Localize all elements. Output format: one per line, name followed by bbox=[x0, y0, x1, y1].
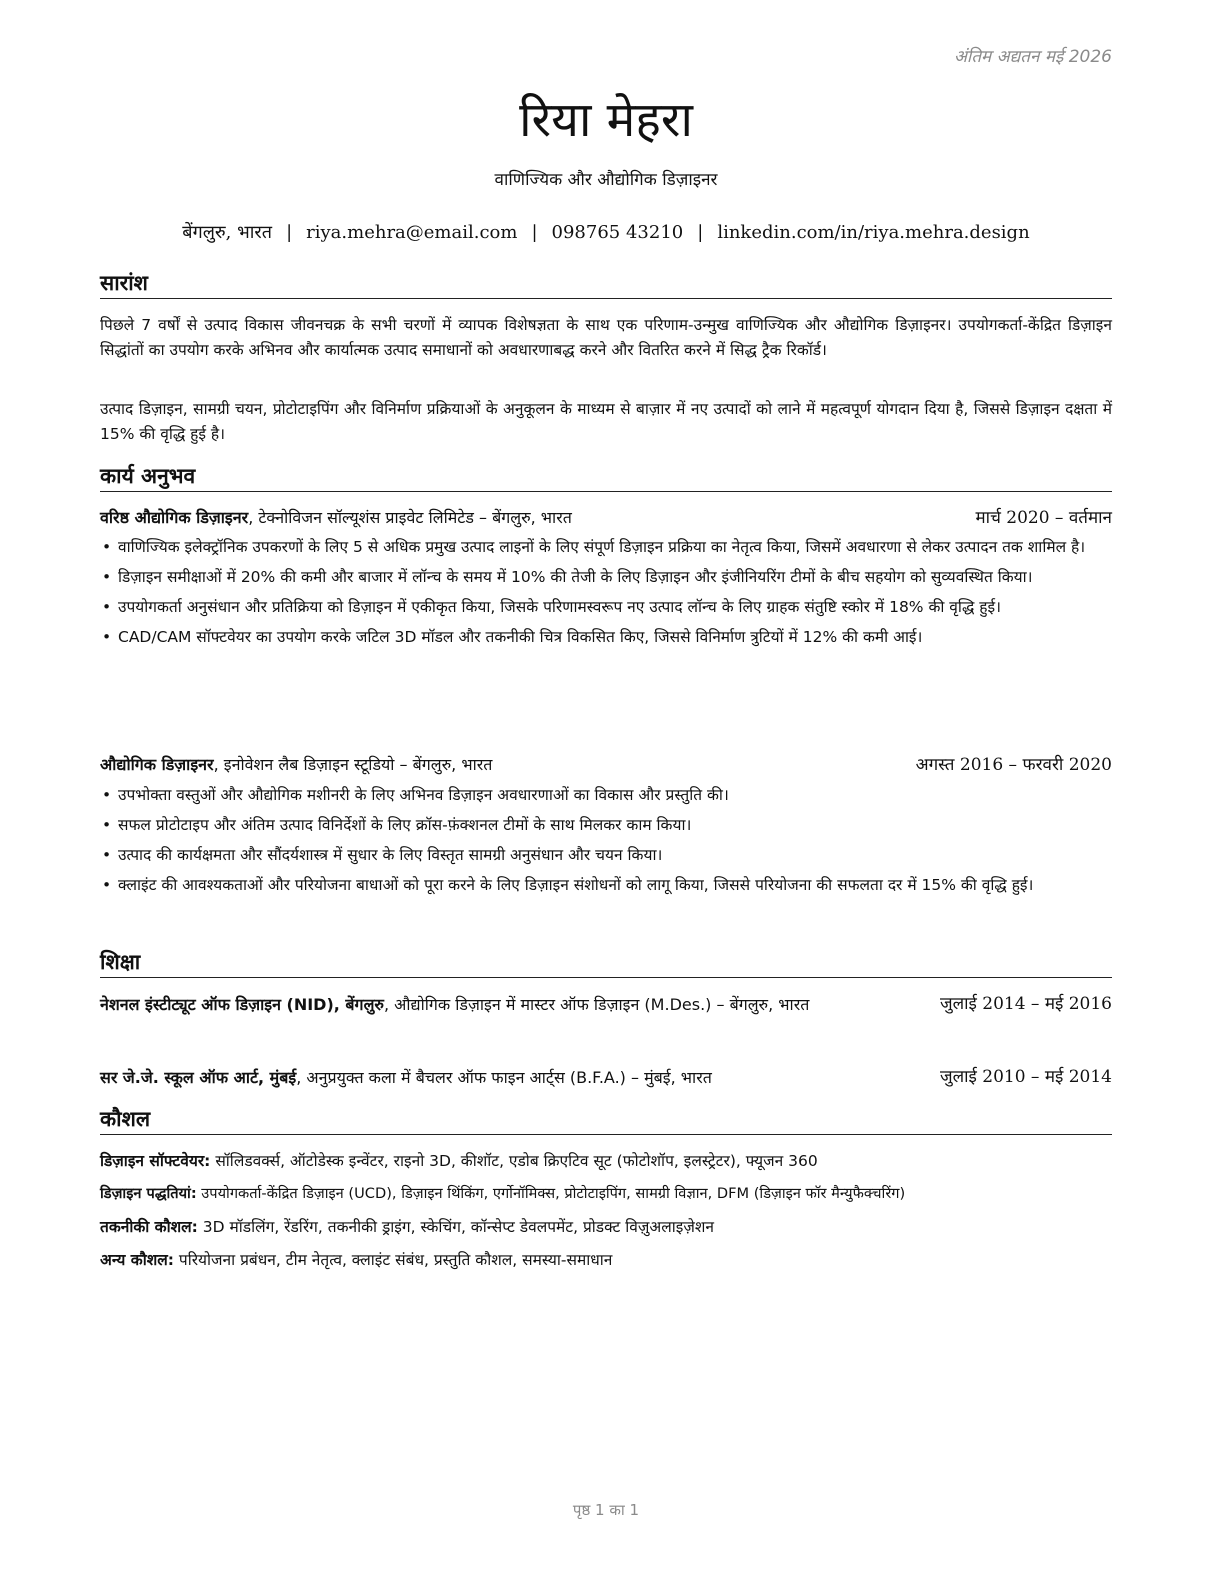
job-company: , इनोवेशन लैब डिज़ाइन स्टूडियो – बेंगलुरु, भारत bbox=[213, 755, 493, 774]
contact-separator: | bbox=[697, 222, 704, 243]
job-bullets bbox=[100, 535, 1112, 655]
skill-label: डिज़ाइन सॉफ्टवेयर: bbox=[100, 1152, 211, 1170]
skill-label: तकनीकी कौशल: bbox=[100, 1218, 198, 1236]
contact-separator: | bbox=[286, 222, 293, 243]
summary-paragraph-2: उत्पाद डिज़ाइन, सामग्री चयन, प्रोटोटाइपिंग और विनिर्माण प्रक्रियाओं के अनुकूलन के माध्यम से बाज़ार में नए उत्पादों को लाने में महत्वपूर्ण योगदान दिया है, जिससे डिज़ाइन दक्षता में 15% की वृद्धि हुई है। bbox=[100, 400, 1112, 443]
skill-value: 3D मॉडलिंग, रेंडरिंग, तकनीकी ड्राइंग, स्केचिंग, कॉन्सेप्ट डेवलपमेंट, प्रोडक्ट विज़ुअलाइज़ेशन bbox=[197, 1218, 715, 1236]
education-dates: जुलाई 2014 – मई 2016 bbox=[939, 994, 1112, 1014]
list-item: • वाणिज्यिक इलेक्ट्रॉनिक उपकरणों के लिए 5 से अधिक प्रमुख उत्पाद लाइनों के लिए संपूर्ण डिज़ाइन प्रक्रिया का नेतृत्व किया, जिसमें अवधारणा से लेकर उत्पादन तक शामिल है। bbox=[100, 535, 1112, 560]
skill-label: अन्य कौशल: bbox=[100, 1251, 174, 1269]
job-role: औद्योगिक डिज़ाइनर bbox=[100, 755, 214, 774]
education-detail: , अनुप्रयुक्त कला में बैचलर ऑफ फाइन आर्ट्स (B.F.A.) – मुंबई, भारत bbox=[296, 1068, 712, 1087]
skill-value: सॉलिडवर्क्स, ऑटोडेस्क इन्वेंटर, राइनो 3D, कीशॉट, एडोब क्रिएटिव सूट (फोटोशॉप, इलस्ट्रेटर), फ्यूजन 360 bbox=[210, 1152, 818, 1170]
job-header bbox=[100, 506, 1112, 530]
education-detail: , औद्योगिक डिज़ाइन में मास्टर ऑफ डिज़ाइन (M.Des.) – बेंगलुरु, भारत bbox=[383, 995, 810, 1014]
skill-line bbox=[100, 1215, 1112, 1239]
last-updated: अंतिम अद्यतन मई 2026 bbox=[953, 47, 1112, 67]
list-item: • उपभोक्ता वस्तुओं और औद्योगिक मशीनरी के लिए अभिनव डिज़ाइन अवधारणाओं का विकास और प्रस्तुति की। bbox=[100, 783, 1112, 808]
list-item: • CAD/CAM सॉफ्टवेयर का उपयोग करके जटिल 3D मॉडल और तकनीकी चित्र विकसित किए, जिससे विनिर्माण त्रुटियों में 12% की कमी आई। bbox=[100, 625, 1112, 650]
list-item: • क्लाइंट की आवश्यकताओं और परियोजना बाधाओं को पूरा करने के लिए डिज़ाइन संशोधनों को लागू किया, जिससे परियोजना की सफलता दर में 15% की वृद्धि हुई। bbox=[100, 873, 1112, 898]
education-institution: सर जे.जे. स्कूल ऑफ आर्ट, मुंबई bbox=[100, 1068, 297, 1087]
education-entry bbox=[100, 992, 1112, 1017]
contact-phone[interactable]: 098765 43210 bbox=[551, 222, 684, 243]
contact-line bbox=[100, 220, 1112, 244]
skill-label: डिज़ाइन पद्धतियां: bbox=[100, 1185, 197, 1202]
skill-value: परियोजना प्रबंधन, टीम नेतृत्व, क्लाइंट संबंध, प्रस्तुति कौशल, समस्या-समाधान bbox=[173, 1251, 613, 1269]
skill-line bbox=[100, 1248, 1112, 1272]
job-dates: मार्च 2020 – वर्तमान bbox=[975, 508, 1112, 528]
page-number: पृष्ठ 1 का 1 bbox=[572, 1501, 640, 1519]
list-item: • उपयोगकर्ता अनुसंधान और प्रतिक्रिया को डिज़ाइन में एकीकृत किया, जिसके परिणामस्वरूप नए उत्पाद लॉन्च के लिए ग्राहक संतुष्टि स्कोर में 18% की वृद्धि हुई। bbox=[100, 595, 1112, 620]
contact-separator: | bbox=[531, 222, 538, 243]
contact-linkedin[interactable]: linkedin.com/in/riya.mehra.design bbox=[717, 222, 1030, 243]
contact-email[interactable]: riya.mehra@email.com bbox=[306, 222, 518, 243]
section-heading-skills: कौशल bbox=[100, 1106, 1112, 1135]
job-company: , टेक्नोविजन सॉल्यूशंस प्राइवेट लिमिटेड – बेंगलुरु, भारत bbox=[248, 508, 572, 527]
job-dates: अगस्त 2016 – फरवरी 2020 bbox=[915, 755, 1112, 775]
section-heading-experience: कार्य अनुभव bbox=[100, 463, 1112, 492]
list-item: • डिज़ाइन समीक्षाओं में 20% की कमी और बाजार में लॉन्च के समय में 10% की तेजी के लिए डिज़ाइन और इंजीनियरिंग टीमों के बीच सहयोग को सुव्यवस्थित किया। bbox=[100, 565, 1112, 590]
education-dates: जुलाई 2010 – मई 2014 bbox=[939, 1067, 1112, 1087]
education-institution: नेशनल इंस्टीट्यूट ऑफ डिज़ाइन (NID), बेंगलुरु bbox=[100, 995, 384, 1014]
section-heading-education: शिक्षा bbox=[100, 949, 1112, 978]
summary-paragraph-1: पिछले 7 वर्षों से उत्पाद विकास जीवनचक्र के सभी चरणों में व्यापक विशेषज्ञता के साथ एक परिणाम-उन्मुख वाणिज्यिक और औद्योगिक डिज़ाइनर। उपयोगकर्ता-केंद्रित डिज़ाइन सिद्धांतों का उपयोग करके अभिनव और कार्यात्मक उत्पाद समाधानों को अवधारणाबद्ध करने और वितरित करने में सिद्ध ट्रैक रिकॉर्ड। bbox=[100, 316, 1112, 359]
list-item: • उत्पाद की कार्यक्षमता और सौंदर्यशास्त्र में सुधार के लिए विस्तृत सामग्री अनुसंधान और चयन किया। bbox=[100, 843, 1112, 868]
contact-location: बेंगलुरु, भारत bbox=[182, 222, 273, 243]
resume-page bbox=[100, 0, 1112, 1584]
job-role: वरिष्ठ औद्योगिक डिज़ाइनर bbox=[100, 508, 249, 527]
list-item: • सफल प्रोटोटाइप और अंतिम उत्पाद विनिर्देशों के लिए क्रॉस-फ़ंक्शनल टीमों के साथ मिलकर काम किया। bbox=[100, 813, 1112, 838]
candidate-name: रिया मेहरा bbox=[519, 92, 693, 148]
skill-line bbox=[100, 1149, 1112, 1173]
skill-value: उपयोगकर्ता-केंद्रित डिज़ाइन (UCD), डिज़ाइन थिंकिंग, एर्गोनॉमिक्स, प्रोटोटाइपिंग, सामग्री विज्ञान, DFM (डिज़ाइन फॉर मैन्युफैक्चरिंग) bbox=[196, 1185, 906, 1202]
skill-line bbox=[100, 1182, 1112, 1206]
job-header bbox=[100, 753, 1112, 777]
section-heading-summary: सारांश bbox=[100, 270, 1112, 299]
job-bullets bbox=[100, 783, 1112, 903]
education-entry bbox=[100, 1065, 1112, 1090]
candidate-title: वाणिज्यिक और औद्योगिक डिज़ाइनर bbox=[494, 170, 718, 190]
